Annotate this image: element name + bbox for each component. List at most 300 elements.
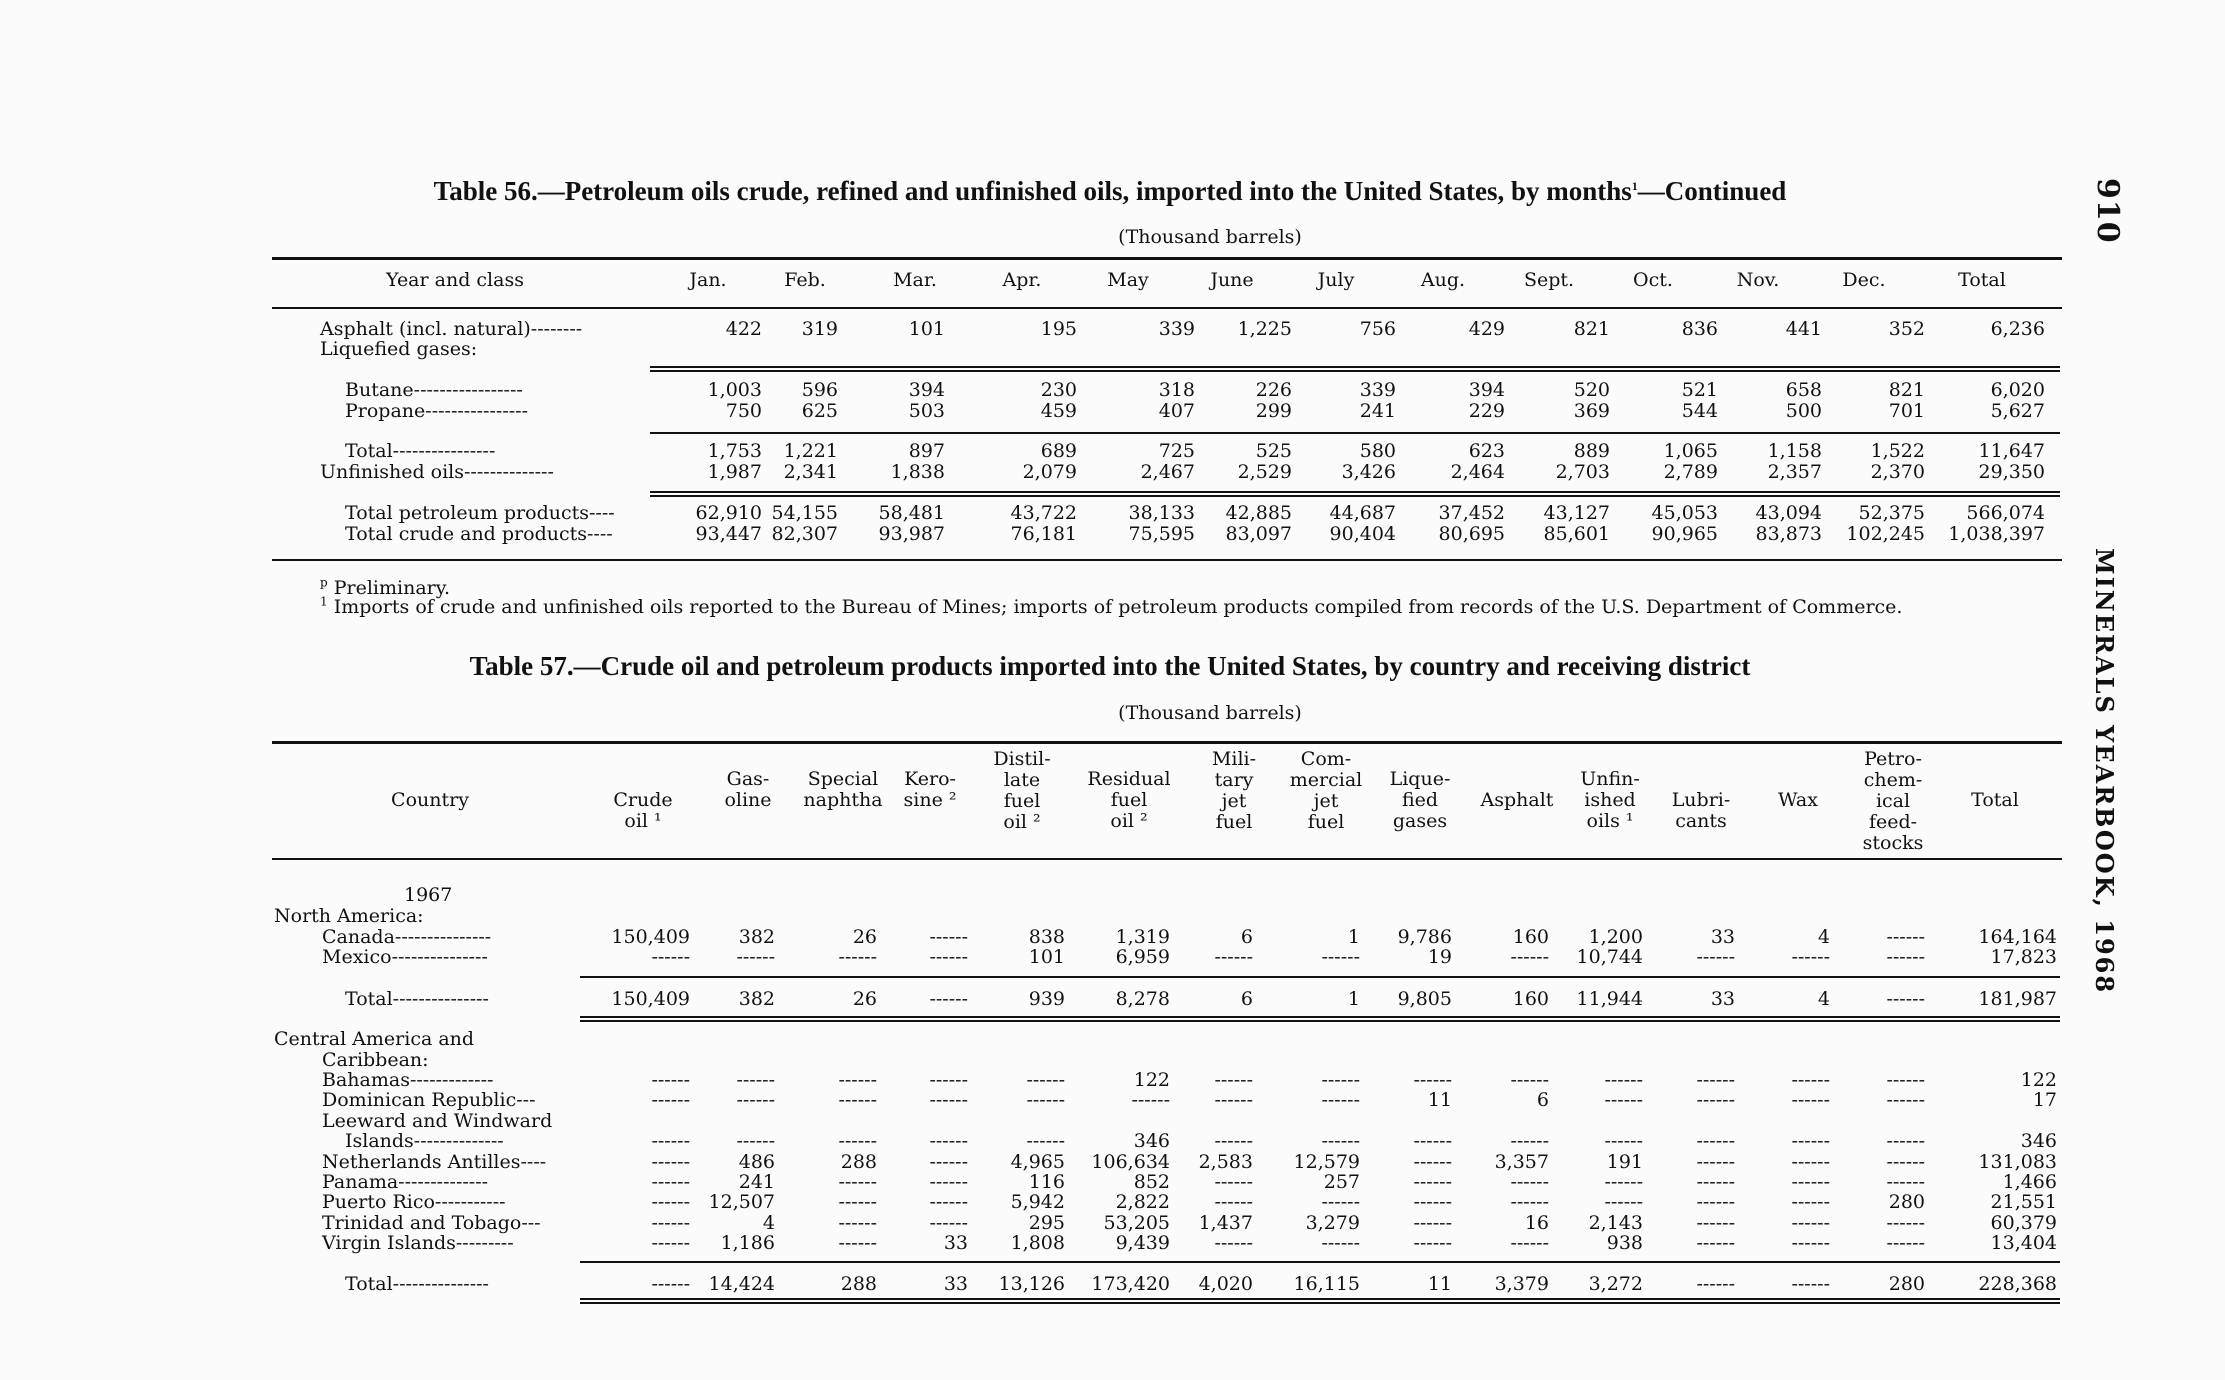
table57-cell: 280 (1888, 1191, 1925, 1213)
table57-cell: ------ (1886, 926, 1925, 948)
table57-cell: ------ (1510, 1191, 1549, 1213)
table56-cell: 83,097 (1225, 523, 1292, 545)
table56-cell: 93,987 (878, 523, 945, 545)
table57-cell: 5,942 (1010, 1191, 1065, 1213)
table57-col-header-line: mercial (1289, 769, 1363, 791)
table56-col-header: Aug. (1420, 269, 1466, 291)
table57-col-header-line: Gas- (726, 768, 770, 790)
table57-cell: 21,551 (1990, 1191, 2057, 1213)
table57-cell: 6 (1240, 926, 1253, 948)
table56-cell: 2,529 (1237, 461, 1292, 483)
table56-cell: 701 (1888, 400, 1925, 422)
table57-cell: ------ (1886, 1151, 1925, 1173)
table57-cell: 295 (1028, 1212, 1065, 1234)
table56-cell: 90,965 (1651, 523, 1718, 545)
table57-cell: ------ (1026, 1130, 1065, 1152)
table56-cell: 229 (1468, 400, 1505, 422)
table57-cell: 33 (1710, 926, 1735, 948)
table57-col-header-line: ical (1875, 790, 1911, 812)
page-number: 910 (2090, 178, 2125, 244)
table57-cell: ------ (1321, 1130, 1360, 1152)
table56-cell: 299 (1255, 400, 1292, 422)
table57-cell: 346 (2020, 1130, 2057, 1152)
table57-cell: 173,420 (1091, 1273, 1170, 1295)
table57-cell: 280 (1888, 1273, 1925, 1295)
table56-row-label: Unfinished oils-------------- (320, 461, 554, 483)
table56-rule (650, 432, 2060, 434)
table56-row-label: Butane----------------- (345, 379, 523, 401)
table57-cell: ------ (1791, 946, 1830, 968)
table56-cell: 521 (1681, 379, 1718, 401)
table56-cell: 2,467 (1140, 461, 1195, 483)
table56-cell: 2,789 (1663, 461, 1718, 483)
table57-cell: ------ (736, 1089, 775, 1111)
table57-cell: ------ (1321, 1089, 1360, 1111)
table57-cell: ------ (1886, 1171, 1925, 1193)
table57-col-header-line: oline (724, 789, 772, 811)
table57-cell: 11 (1427, 1089, 1452, 1111)
table57-cell: ------ (1413, 1232, 1452, 1254)
footnote-p-text: Preliminary. (333, 577, 450, 599)
table57-cell: ------ (1886, 1069, 1925, 1091)
table57-cell: 33 (943, 1232, 968, 1254)
table57-subtitle: (Thousand barrels) (1118, 702, 1302, 724)
table57-col-header-line: fuel (1215, 811, 1253, 833)
table57-cell: ------ (929, 1069, 968, 1091)
table56-cell: 1,838 (890, 461, 945, 483)
table57-row-label: Puerto Rico----------- (322, 1191, 506, 1213)
table57-cell: 26 (852, 926, 877, 948)
table57-cell: 288 (840, 1151, 877, 1173)
table57-cell: 13,126 (998, 1273, 1065, 1295)
table57-cell: ------ (929, 926, 968, 948)
table57-col-header-line: fied (1401, 789, 1439, 811)
table57-cell: 17,823 (1990, 946, 2057, 968)
table57-col-header-line: Lique- (1389, 768, 1451, 790)
table56-row-label: Total petroleum products---- (345, 502, 615, 524)
table57-row-label: Dominican Republic--- (322, 1089, 536, 1111)
table57-row-label: Panama-------------- (322, 1171, 489, 1193)
table57-col-header-line: jet (1221, 790, 1247, 812)
table57-cell: 12,579 (1293, 1151, 1360, 1173)
table57-cell: 288 (840, 1273, 877, 1295)
table57-cell: ------ (1510, 1130, 1549, 1152)
table56-cell: 93,447 (695, 523, 762, 545)
table57-col-header-line: Lubri- (1671, 789, 1731, 811)
table57-rule (580, 1298, 2060, 1300)
table57-cell: ------ (838, 1130, 877, 1152)
table57-cell: ------ (1413, 1069, 1452, 1091)
table56-cell: 2,464 (1450, 461, 1505, 483)
table57-cell: 33 (1710, 988, 1735, 1010)
table57-cell: ------ (1886, 1089, 1925, 1111)
table57-cell: ------ (736, 1130, 775, 1152)
table57-cell: ------ (736, 1069, 775, 1091)
table57-cell: 181,987 (1978, 988, 2057, 1010)
table57-cell: ------ (1696, 1171, 1735, 1193)
table56-cell: 2,341 (783, 461, 838, 483)
table56-col-header: Jan. (689, 269, 727, 291)
table56-cell: 580 (1359, 440, 1396, 462)
table56-cell: 525 (1255, 440, 1292, 462)
table57-cell: ------ (1791, 1089, 1830, 1111)
table56-cell: 339 (1158, 318, 1195, 340)
table57-cell: 26 (852, 988, 877, 1010)
table57-cell: 1,466 (2002, 1171, 2057, 1193)
table57-cell: 9,439 (1115, 1232, 1170, 1254)
table56-cell: 596 (801, 379, 838, 401)
table57-cell: 939 (1028, 988, 1065, 1010)
table57-cell: ------ (1604, 1089, 1643, 1111)
table56-cell: 658 (1785, 379, 1822, 401)
table57-cell: ------ (1696, 946, 1735, 968)
table57-cell: 4,020 (1198, 1273, 1253, 1295)
table57-col-header-line: Country (391, 789, 469, 811)
table56-cell: 1,522 (1870, 440, 1925, 462)
table56-col-header: May (1107, 269, 1149, 291)
table57-cell: 6,959 (1115, 946, 1170, 968)
table56-cell: 821 (1888, 379, 1925, 401)
table57-cell: 228,368 (1978, 1273, 2057, 1295)
table56-title-footnote-mark: 1 (1631, 179, 1638, 193)
table57-cell: 1 (1347, 926, 1360, 948)
table57-row-label: Islands-------------- (345, 1130, 504, 1152)
table57-cell: 106,634 (1091, 1151, 1170, 1173)
table57-cell: 1,437 (1198, 1212, 1253, 1234)
table57-cell: 19 (1427, 946, 1452, 968)
table57-row-label: Mexico--------------- (322, 946, 488, 968)
table56-cell: 623 (1468, 440, 1505, 462)
table57-col-header-line: Special (807, 768, 879, 790)
table57-cell: ------ (1510, 1171, 1549, 1193)
table57-cell: ------ (1321, 1069, 1360, 1091)
table56-cell: 318 (1158, 379, 1195, 401)
table56-cell: 82,307 (771, 523, 838, 545)
table56-cell: 5,627 (1990, 400, 2045, 422)
table57-cell: ------ (1214, 1171, 1253, 1193)
table57-cell: ------ (651, 1232, 690, 1254)
table57-col-header-line: sine ² (903, 789, 957, 811)
table57-cell: ------ (1886, 1130, 1925, 1152)
table56-title-suffix: —Continued (1637, 176, 1787, 206)
table57-cell: 1,808 (1010, 1232, 1065, 1254)
table57-col-header-line: gases (1392, 810, 1448, 832)
table57-cell: ------ (1026, 1069, 1065, 1091)
table57-cell: 16,115 (1293, 1273, 1360, 1295)
table56-cell: 394 (1468, 379, 1505, 401)
table56-cell: 756 (1359, 318, 1396, 340)
table56-col-header: Nov. (1736, 269, 1780, 291)
table56-col-header: Apr. (1002, 269, 1042, 291)
table57-col-header-line: tary (1214, 769, 1254, 791)
table57-header-rule (272, 858, 2062, 860)
table56-cell: 6,236 (1990, 318, 2045, 340)
table57-col-header-line: cants (1675, 810, 1727, 832)
table57-col-header-line: oil ² (1003, 811, 1041, 833)
table56-cell: 43,722 (1010, 502, 1077, 524)
table56-cell: 459 (1040, 400, 1077, 422)
table57-row-label: Total--------------- (345, 988, 489, 1010)
table57-cell: ------ (838, 1191, 877, 1213)
table57-cell: 2,583 (1198, 1151, 1253, 1173)
table56-title (270, 176, 1950, 207)
table57-cell: 6 (1240, 988, 1253, 1010)
table56-rule (650, 491, 2060, 493)
table56-cell: 1,753 (707, 440, 762, 462)
table57-cell: 3,379 (1494, 1273, 1549, 1295)
table57-cell: ------ (1413, 1212, 1452, 1234)
table57-cell: ------ (1214, 946, 1253, 968)
table56-subtitle: (Thousand barrels) (1118, 226, 1302, 248)
table56-cell: 1,065 (1663, 440, 1718, 462)
table57-cell: 1,200 (1588, 926, 1643, 948)
table57-col-header-line: oil ¹ (624, 810, 662, 832)
table57-cell: ------ (651, 1273, 690, 1295)
table56-col-header: Oct. (1633, 269, 1673, 291)
table57-cell: ------ (1604, 1191, 1643, 1213)
table56-footnote-1 (320, 596, 1902, 618)
table56-col-header: Feb. (784, 269, 826, 291)
table57-col-header-line: Crude (613, 789, 673, 811)
table56-cell: 101 (908, 318, 945, 340)
table56-rule (650, 495, 2060, 497)
table56-cell: 226 (1255, 379, 1292, 401)
table56-cell: 11,647 (1978, 440, 2045, 462)
table57-row-label: Bahamas------------- (322, 1069, 494, 1091)
table57-cell: 8,278 (1115, 988, 1170, 1010)
table56-col-header: June (1210, 269, 1254, 291)
table56-col-header: Total (1958, 269, 2006, 291)
table57-col-header-line: feed- (1868, 811, 1918, 833)
table57-cell: ------ (929, 1089, 968, 1111)
table57-cell: ------ (1696, 1273, 1735, 1295)
table56-row-label: Propane---------------- (345, 400, 528, 422)
table57-cell: 11 (1427, 1273, 1452, 1295)
table57-cell: 852 (1133, 1171, 1170, 1193)
table57-cell: 11,944 (1576, 988, 1643, 1010)
table57-cell: ------ (1696, 1232, 1735, 1254)
table57-cell: 4 (1817, 988, 1830, 1010)
table57-cell: ------ (1696, 1069, 1735, 1091)
table57-cell: 150,409 (611, 988, 690, 1010)
table57-cell: ------ (1696, 1151, 1735, 1173)
table57-cell: ------ (838, 1089, 877, 1111)
table57-rule (580, 1261, 2060, 1263)
table56-rule (650, 366, 2060, 368)
table56-cell: 43,094 (1755, 502, 1822, 524)
table57-cell: 191 (1606, 1151, 1643, 1173)
table57-cell: 53,205 (1103, 1212, 1170, 1234)
table57-cell: ------ (1510, 946, 1549, 968)
table57-cell: ------ (838, 1232, 877, 1254)
table56-cell: 725 (1158, 440, 1195, 462)
table57-col-header-line: Com- (1300, 748, 1352, 770)
table57-col-header-line: fuel (1307, 811, 1345, 833)
table57-cell: 16 (1524, 1212, 1549, 1234)
table57-col-header-line: Distil- (993, 748, 1051, 770)
table56-cell: 544 (1681, 400, 1718, 422)
table56-cell: 339 (1359, 379, 1396, 401)
table57-col-header-line: Kero- (904, 768, 956, 790)
table56-cell: 37,452 (1438, 502, 1505, 524)
table57-cell: ------ (1791, 1069, 1830, 1091)
table57-col-header (1925, 790, 2065, 811)
table56-row-label: Total---------------- (345, 440, 496, 462)
table57-col-header-line: Mili- (1211, 748, 1257, 770)
table56-cell: 503 (908, 400, 945, 422)
table57-row-label: Central America and (274, 1028, 475, 1050)
table56-cell: 3,426 (1341, 461, 1396, 483)
table57-col-header-line: fuel (1003, 790, 1041, 812)
table56-row-label: Liquefied gases: (320, 338, 478, 360)
table57-cell: ------ (1321, 1191, 1360, 1213)
table57-col-header-line: stocks (1862, 832, 1924, 854)
table57-cell: ------ (1604, 1130, 1643, 1152)
table57-cell: 160 (1512, 926, 1549, 948)
table57-cell: ------ (1321, 1232, 1360, 1254)
table57-cell: 60,379 (1990, 1212, 2057, 1234)
table56-col-header: Mar. (893, 269, 937, 291)
table57-col-header (360, 790, 500, 811)
table56-cell: 54,155 (771, 502, 838, 524)
table57-cell: 4 (762, 1212, 775, 1234)
table57-cell: ------ (651, 1212, 690, 1234)
table57-row-label: Total--------------- (345, 1273, 489, 1295)
table56-cell: 62,910 (695, 502, 762, 524)
table57-col-header-line: naphtha (803, 789, 883, 811)
table56-col-header: Dec. (1842, 269, 1886, 291)
table57-cell: ------ (1413, 1151, 1452, 1173)
table57-col-header-line: chem- (1863, 769, 1923, 791)
table57-col-header-line: Total (1971, 789, 2019, 811)
table56-top-rule (272, 257, 2062, 260)
table56-row-label: Total crude and products---- (345, 523, 613, 545)
table56-cell: 897 (908, 440, 945, 462)
table57-cell: 116 (1028, 1171, 1065, 1193)
table57-rule (580, 976, 2060, 978)
table56-cell: 230 (1040, 379, 1077, 401)
table57-cell: ------ (651, 1191, 690, 1213)
table57-cell: ------ (1604, 1171, 1643, 1193)
table57-row-label: Leeward and Windward (322, 1110, 553, 1132)
table57-rule (580, 1016, 2060, 1018)
table57-col-header-line: Unfin- (1580, 768, 1640, 790)
table57-cell: ------ (651, 1171, 690, 1193)
table57-cell: 131,083 (1978, 1151, 2057, 1173)
table57-col-header-line: Residual (1087, 768, 1171, 790)
table57-cell: ------ (1214, 1232, 1253, 1254)
table56-bottom-rule (272, 559, 2062, 561)
table56-cell: 429 (1468, 318, 1505, 340)
table57-cell: 122 (2020, 1069, 2057, 1091)
table57-cell: ------ (838, 1212, 877, 1234)
table57-cell: ------ (1321, 946, 1360, 968)
table56-cell: 369 (1573, 400, 1610, 422)
table56-cell: 889 (1573, 440, 1610, 462)
table57-col-header-line: Wax (1778, 789, 1818, 811)
table57-cell: ------ (1791, 1151, 1830, 1173)
table56-cell: 58,481 (878, 502, 945, 524)
table56-cell: 43,127 (1543, 502, 1610, 524)
table56-cell: 625 (801, 400, 838, 422)
table57-rule (580, 1302, 2060, 1304)
table56-cell: 836 (1681, 318, 1718, 340)
table57-cell: ------ (1413, 1130, 1452, 1152)
table57-cell: 17 (2032, 1089, 2057, 1111)
table57-cell: ------ (1696, 1212, 1735, 1234)
table57-row-label: Virgin Islands--------- (322, 1232, 514, 1254)
table57-cell: ------ (651, 1151, 690, 1173)
table57-cell: ------ (1791, 1273, 1830, 1295)
footnote-1-text: Imports of crude and unfinished oils reported to the Bureau of Mines; imports of petroleum products compiled from records of the U.S. Department of Commerce. (333, 596, 1903, 618)
table57-cell: ------ (1026, 1089, 1065, 1111)
table57-cell: 160 (1512, 988, 1549, 1010)
table56-cell: 1,158 (1767, 440, 1822, 462)
table57-cell: 101 (1028, 946, 1065, 968)
table56-cell: 44,687 (1329, 502, 1396, 524)
table56-cell: 750 (725, 400, 762, 422)
footnote-p-mark: p (320, 575, 328, 590)
table57-cell: ------ (1886, 988, 1925, 1010)
table57-cell: ------ (1131, 1089, 1170, 1111)
table57-cell: 9,786 (1397, 926, 1452, 948)
table57-cell: ------ (838, 1171, 877, 1193)
table57-cell: 12,507 (708, 1191, 775, 1213)
table57-col-header-line: late (1003, 769, 1041, 791)
table56-cell: 45,053 (1651, 502, 1718, 524)
table56-cell: 422 (725, 318, 762, 340)
table57-cell: ------ (838, 1069, 877, 1091)
table56-cell: 566,074 (1966, 502, 2045, 524)
table57-cell: 9,805 (1397, 988, 1452, 1010)
table57-cell: 1 (1347, 988, 1360, 1010)
table57-cell: ------ (929, 1130, 968, 1152)
table56-cell: 52,375 (1858, 502, 1925, 524)
table56-cell: 1,225 (1237, 318, 1292, 340)
table56-cell: 407 (1158, 400, 1195, 422)
table57-cell: 150,409 (611, 926, 690, 948)
table57-cell: ------ (1791, 1191, 1830, 1213)
table57-cell: 14,424 (708, 1273, 775, 1295)
table57-cell: 1,186 (720, 1232, 775, 1254)
table56-cell: 1,987 (707, 461, 762, 483)
table56-cell: 241 (1359, 400, 1396, 422)
table57-cell: ------ (929, 946, 968, 968)
table57-cell: ------ (1791, 1171, 1830, 1193)
table57-cell: 241 (738, 1171, 775, 1193)
table56-cell: 520 (1573, 379, 1610, 401)
table57-row-label: Netherlands Antilles---- (322, 1151, 547, 1173)
table57-cell: ------ (1214, 1191, 1253, 1213)
table57-cell: 3,272 (1588, 1273, 1643, 1295)
table56-cell: 689 (1040, 440, 1077, 462)
table57-cell: 164,164 (1978, 926, 2057, 948)
table56-cell: 1,003 (707, 379, 762, 401)
table56-title-text: Table 56.—Petroleum oils crude, refined and unfinished oils, imported into the United States, by months (433, 176, 1632, 206)
table57-row-label: North America: (274, 905, 424, 927)
table57-col-header-line: oil ² (1110, 810, 1148, 832)
table57-cell: ------ (1886, 1212, 1925, 1234)
table57-cell: ------ (1214, 1130, 1253, 1152)
table57-cell: 3,357 (1494, 1151, 1549, 1173)
table57-cell: 13,404 (1990, 1232, 2057, 1254)
table57-top-rule (272, 741, 2062, 744)
table57-col-header-line: Petro- (1864, 748, 1922, 770)
table57-cell: ------ (838, 946, 877, 968)
table56-cell: 42,885 (1225, 502, 1292, 524)
table57-title: Table 57.—Crude oil and petroleum products imported into the United States, by country and receiving district (469, 651, 1751, 681)
table57-col-header-line: jet (1313, 790, 1339, 812)
